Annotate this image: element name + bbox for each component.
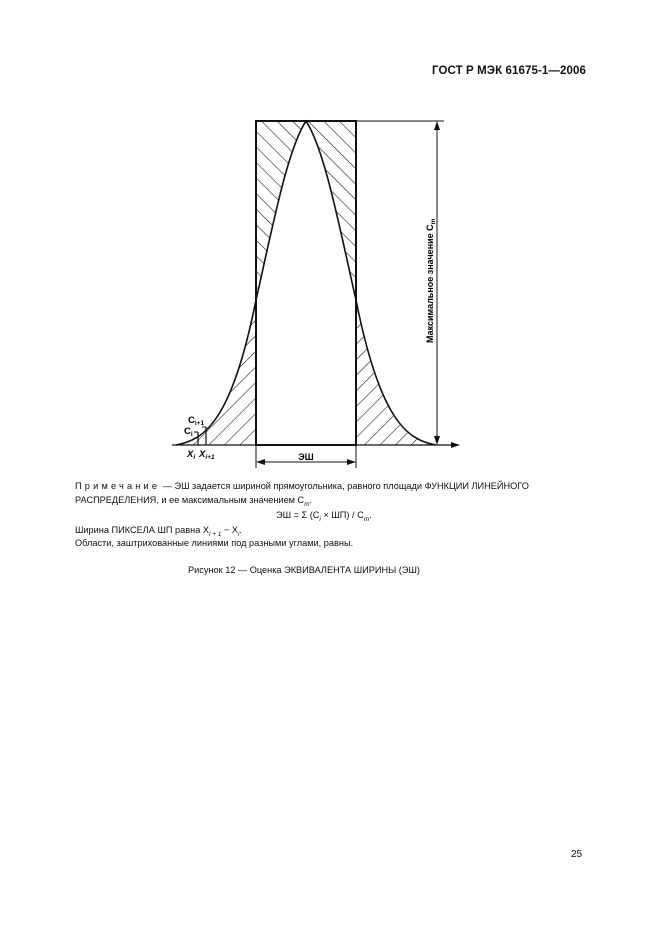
formula-a: ЭШ = Σ (C [276, 510, 320, 520]
width-b-sub: i [237, 530, 240, 538]
width-arrow-left-icon [256, 459, 265, 465]
note-text-2-sub: m [304, 500, 310, 508]
width-arrow-right-icon [347, 459, 356, 465]
note-text-1: ЭШ задается шириной прямоугольника, равного площади ФУНКЦИИ ЛИНЕЙНОГО [174, 481, 529, 491]
hatched-region-right-tail [356, 300, 436, 445]
formula-b-sub: m [363, 515, 370, 523]
hatched-region-top [256, 121, 356, 300]
formula-a-sub: i [319, 515, 321, 523]
x-axis-arrow-icon [451, 442, 460, 448]
note-text-2: РАСПРЕДЕЛЕНИЯ, и ее максимальным значением C [75, 494, 305, 505]
page-number: 25 [571, 849, 583, 860]
line-spread-function-curve [176, 121, 436, 445]
label-c-next: $C_{i+1}$ [188, 415, 205, 427]
width-b: − X [221, 525, 238, 535]
label-c-i: $C_i$ [184, 426, 193, 438]
width-a-sub: i + 1 [209, 530, 222, 538]
width-a: Ширина ПИКСЕЛА ШП равна X [75, 525, 209, 535]
pixel-width-line [75, 525, 242, 538]
formula-b: × ШП) / C [320, 510, 364, 520]
width-label: ЭШ [298, 452, 314, 462]
label-x-i: $X_i$ [187, 449, 196, 461]
ew-formula [276, 510, 372, 523]
areas-equal-line: Области, заштрихованные линиями под разными углами, равны. [75, 538, 354, 548]
max-value-arrow-up-icon [434, 121, 440, 130]
note-text-2-end: . [309, 494, 313, 505]
document-header: ГОСТ Р МЭК 61675-1—2006 [432, 65, 586, 77]
label-x-next: $X_{i+1}$ [199, 449, 215, 461]
note-dash: — [160, 481, 175, 491]
note-line-1 [75, 480, 581, 494]
note-line-2 [75, 494, 581, 511]
note-lead: Примечание [75, 481, 161, 491]
max-value-label: Максимальное значение $C_m$ [425, 218, 437, 343]
figure-caption: Рисунок 12 — Оценка ЭКВИВАЛЕНТА ШИРИНЫ (ЭШ) [188, 565, 420, 575]
width-end: . [239, 525, 242, 535]
max-value-arrow-down-icon [434, 436, 440, 445]
formula-end: . [369, 510, 372, 520]
figure-note [75, 480, 581, 511]
